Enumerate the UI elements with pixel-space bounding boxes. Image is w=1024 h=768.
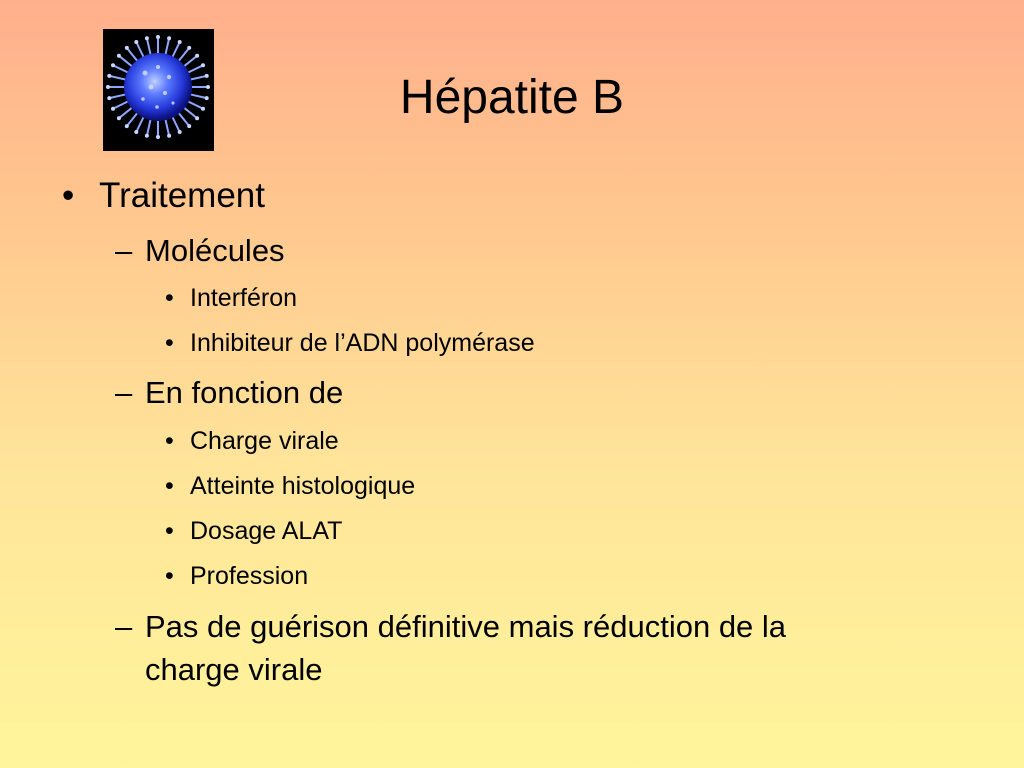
bullet-marker: • — [165, 427, 174, 455]
bullet-text-continuation: charge virale — [145, 652, 323, 687]
bullet-text: Charge virale — [190, 427, 339, 455]
bullet-text: Dosage ALAT — [190, 517, 343, 545]
dash-marker: – — [115, 233, 133, 268]
dash-marker: – — [115, 609, 133, 644]
bullet-text: Pas de guérison définitive mais réduction de la — [145, 609, 787, 644]
slide-title: Hépatite B — [399, 71, 625, 124]
bullet-text: En fonction de — [145, 375, 344, 410]
bullet-marker: • — [62, 176, 75, 215]
bullet-text: Molécules — [145, 233, 285, 268]
bullet-text: Inhibiteur de l’ADN polymérase — [190, 329, 535, 357]
bullet-text: Atteinte histologique — [190, 472, 416, 500]
bullet-marker: • — [165, 472, 174, 500]
bullet-text: Traitement — [99, 176, 265, 215]
bullet-marker: • — [165, 562, 174, 590]
dash-marker: – — [115, 375, 133, 410]
bullet-text: Interféron — [190, 284, 298, 312]
bullet-marker: • — [165, 284, 174, 312]
bullet-marker: • — [165, 517, 174, 545]
bullet-text: Profession — [190, 562, 309, 590]
bullet-marker: • — [165, 329, 174, 357]
